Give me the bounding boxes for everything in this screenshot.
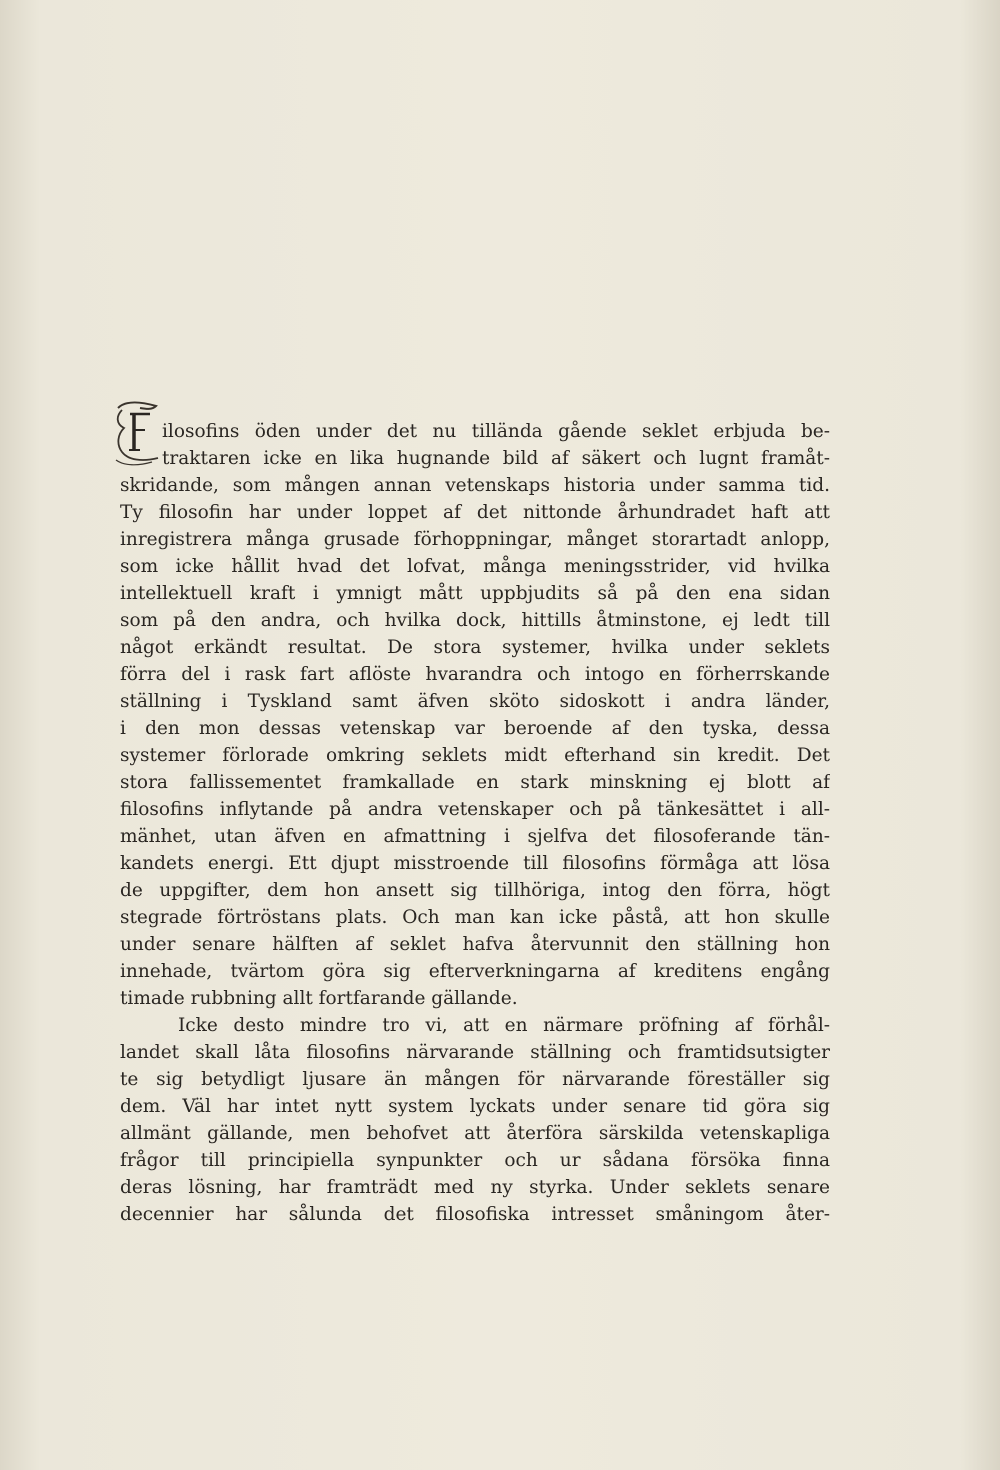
- text-line: traktaren icke en lika hugnande bild af säkert och lugnt framåt-: [162, 448, 830, 469]
- text-line: något erkändt resultat. De stora systemer, hvilka under seklets: [120, 637, 830, 658]
- text-line: frågor till principiella synpunkter och ur sådana försöka finna: [120, 1150, 830, 1171]
- text-line: innehade, tvärtom göra sig efterverkningarna af kreditens engång: [120, 961, 830, 982]
- text-line: timade rubbning allt fortfarande gällande.: [120, 988, 518, 1009]
- text-line: allmänt gällande, men behofvet att återföra särskilda vetenskapliga: [120, 1123, 830, 1144]
- text-line: filosofins inflytande på andra vetenskaper och på tänkesättet i all-: [120, 799, 830, 820]
- ornamental-dropcap-f: [112, 400, 164, 468]
- text-line: i den mon dessas vetenskap var beroende af den tyska, dessa: [120, 718, 830, 739]
- text-line: skridande, som mången annan vetenskaps historia under samma tid.: [120, 475, 830, 496]
- text-line: mänhet, utan äfven en afmattning i sjelfva det filosoferande tän-: [120, 826, 830, 847]
- text-line: te sig betydligt ljusare än mången för närvarande föreställer sig: [120, 1069, 830, 1090]
- text-line: under senare hälften af seklet hafva återvunnit den ställning hon: [120, 934, 830, 955]
- text-line: ilosofins öden under det nu tilländа gående seklet erbjuda be-: [162, 421, 830, 442]
- text-line: förra del i rask fart aflöste hvarandra och intogo en förherrskande: [120, 664, 830, 685]
- text-line: ställning i Tyskland samt äfven sköto sidoskott i andra länder,: [120, 691, 830, 712]
- text-line: som icke hållit hvad det lofvat, många meningsstrider, vid hvilka: [120, 556, 830, 577]
- text-line: stora fallissementet framkallade en stark minskning ej blott af: [120, 772, 830, 793]
- body-text: [120, 418, 830, 1228]
- text-line: dem. Väl har intet nytt system lyckats under senare tid göra sig: [120, 1096, 830, 1117]
- text-line: Ty filosofin har under loppet af det nittonde århundradet haft att: [120, 502, 830, 523]
- text-line: deras lösning, har framträdt med ny styrka. Under seklets senare: [120, 1177, 830, 1198]
- text-line: decennier har sålunda det filosofiska intresset småningom åter-: [120, 1204, 830, 1225]
- text-line: inregistrera många grusade förhoppningar, månget storartadt anlopp,: [120, 529, 830, 550]
- text-line: intellektuell kraft i ymnigt mått uppbjudits så på den ena sidan: [120, 583, 830, 604]
- text-line: de uppgifter, dem hon ansett sig tillhöriga, intog den förra, högt: [120, 880, 830, 901]
- text-line: landet skall låta filosofins närvarande ställning och framtidsutsigter: [120, 1042, 830, 1063]
- text-line: systemer förlorade omkring seklets midt efterhand sin kredit. Det: [120, 745, 830, 766]
- text-line: stegrade förtröstans plats. Och man kan icke påstå, att hon skulle: [120, 907, 830, 928]
- text-line: Icke desto mindre tro vi, att en närmare pröfning af förhål-: [178, 1015, 830, 1036]
- text-line: kandets energi. Ett djupt misstroende till filosofins förmåga att lösa: [120, 853, 830, 874]
- paragraph-2: [120, 1012, 830, 1228]
- text-line: som på den andra, och hvilka dock, hittills åtminstone, ej ledt till: [120, 610, 830, 631]
- paragraph-1: [120, 418, 830, 1012]
